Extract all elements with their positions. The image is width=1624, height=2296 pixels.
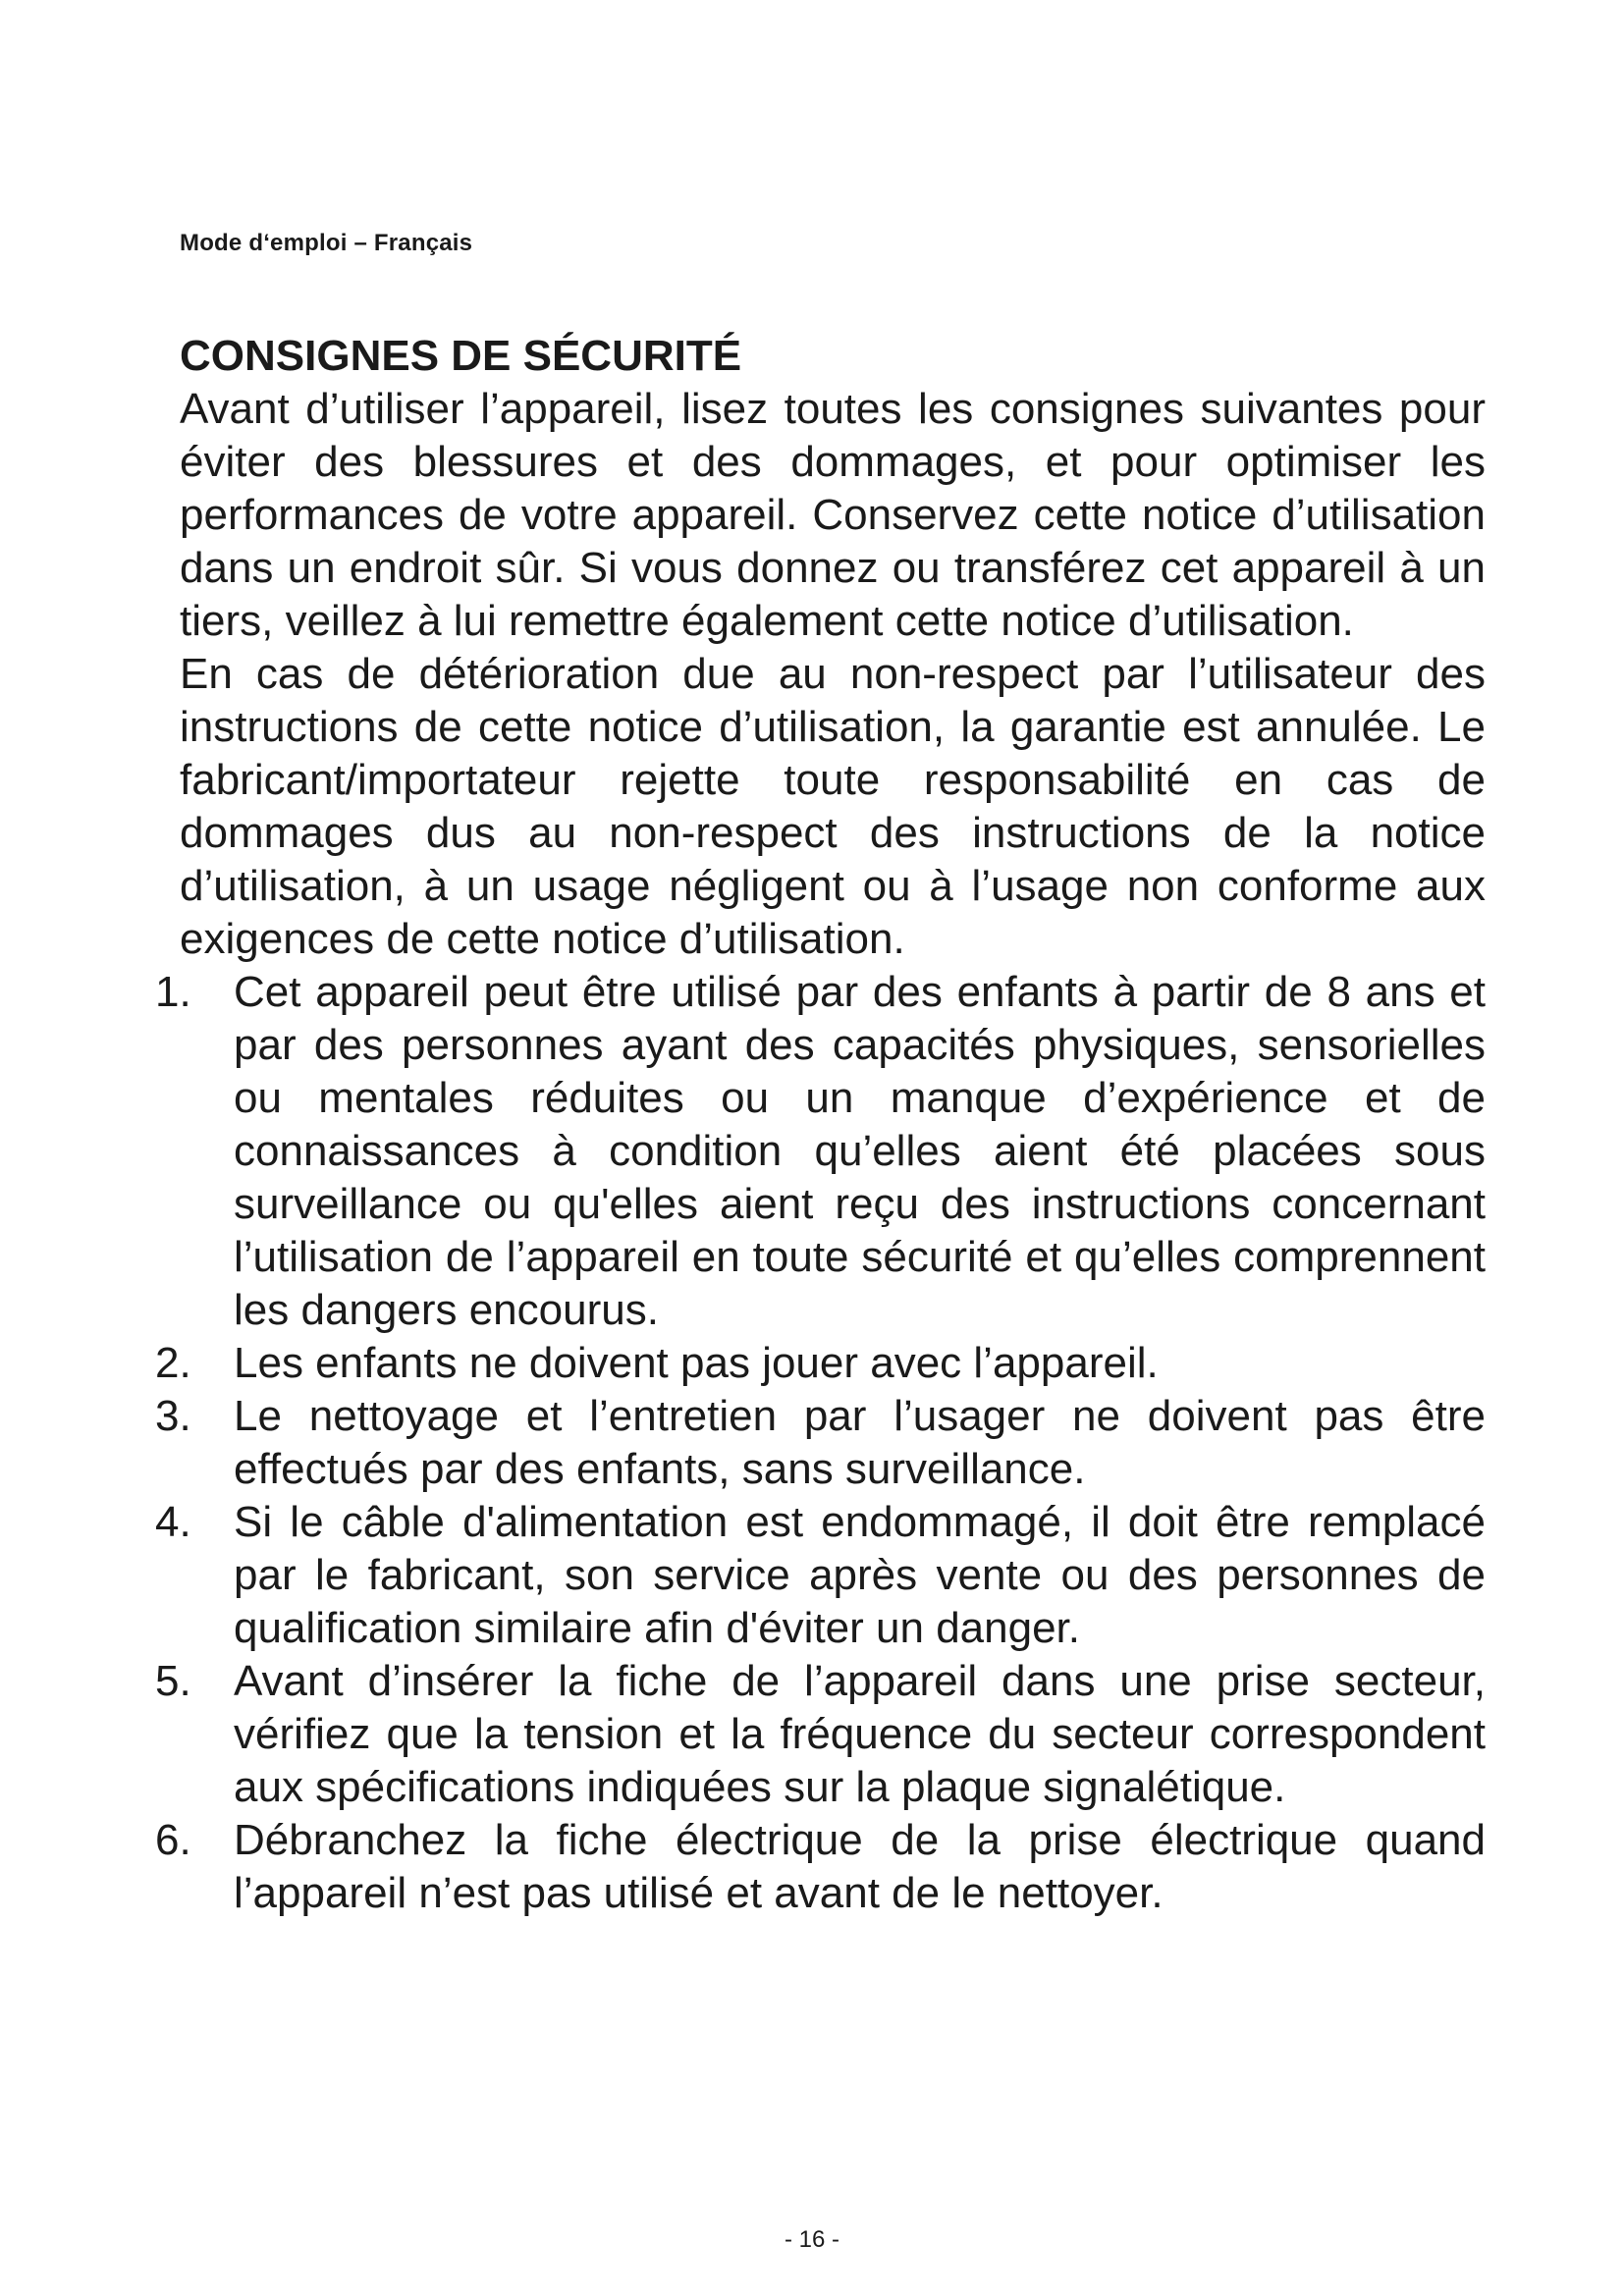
list-item-text: Débranchez la fiche électrique de la prise électrique quand l’appareil n’est pas utilisé et avant de le nettoyer. (234, 1816, 1486, 1917)
list-item (155, 1496, 1486, 1655)
list-item-text: Les enfants ne doivent pas jouer avec l’appareil. (234, 1339, 1159, 1387)
list-item (155, 1390, 1486, 1496)
safety-instructions-list (155, 966, 1486, 1920)
list-item-text: Avant d’insérer la fiche de l’appareil dans une prise secteur, vérifiez que la tension et la fréquence du secteur correspondent aux spécifications indiquées sur la plaque signalétique. (234, 1657, 1486, 1811)
page-header: Mode d‘emploi – Français (180, 230, 473, 256)
list-item-text: Si le câble d'alimentation est endommagé, il doit être remplacé par le fabricant, son service après vente ou des personnes de qualification similaire afin d'éviter un danger. (234, 1498, 1486, 1652)
list-item-text: Le nettoyage et l’entretien par l’usager ne doivent pas être effectués par des enfants, sans surveillance. (234, 1392, 1486, 1493)
list-item-number: 3. (155, 1392, 191, 1440)
list-item-number: 2. (155, 1339, 191, 1387)
list-item (155, 1655, 1486, 1814)
warranty-paragraph: En cas de détérioration due au non-respect par l’utilisateur des instructions de cette notice d’utilisation, la garantie est annulée. Le fabricant/importateur rejette toute responsabilité en cas de dommages dus au non-respect des instructions de la notice d’utilisation, à un usage négligent ou à l’usage non conforme aux exigences de cette notice d’utilisation. (180, 650, 1486, 963)
list-item-number: 6. (155, 1816, 191, 1864)
list-item-text: Cet appareil peut être utilisé par des enfants à partir de 8 ans et par des personnes ayant des capacités physiques, sensorielles ou mentales réduites ou un manque d’expérience et de connaissances à condition qu’elles aient été placées sous surveillance ou qu'elles aient reçu des instructions concernant l’utilisation de l’appareil en toute sécurité et qu’elles comprennent les dangers encourus. (234, 968, 1486, 1334)
list-item-number: 5. (155, 1657, 191, 1705)
page-number: - 16 - (784, 2226, 839, 2253)
list-item (155, 1337, 1486, 1390)
list-item-number: 4. (155, 1498, 191, 1546)
list-item (155, 966, 1486, 1337)
intro-paragraph: Avant d’utiliser l’appareil, lisez toutes les consignes suivantes pour éviter des blessures et des dommages, et pour optimiser les performances de votre appareil. Conservez cette notice d’utilisation dans un endroit sûr. Si vous donnez ou transférez cet appareil à un tiers, veillez à lui remettre également cette notice d’utilisation. (180, 385, 1486, 645)
list-item (155, 1814, 1486, 1920)
safety-section (155, 330, 1486, 1920)
list-item-number: 1. (155, 968, 191, 1016)
section-title: CONSIGNES DE SÉCURITÉ (180, 332, 742, 380)
